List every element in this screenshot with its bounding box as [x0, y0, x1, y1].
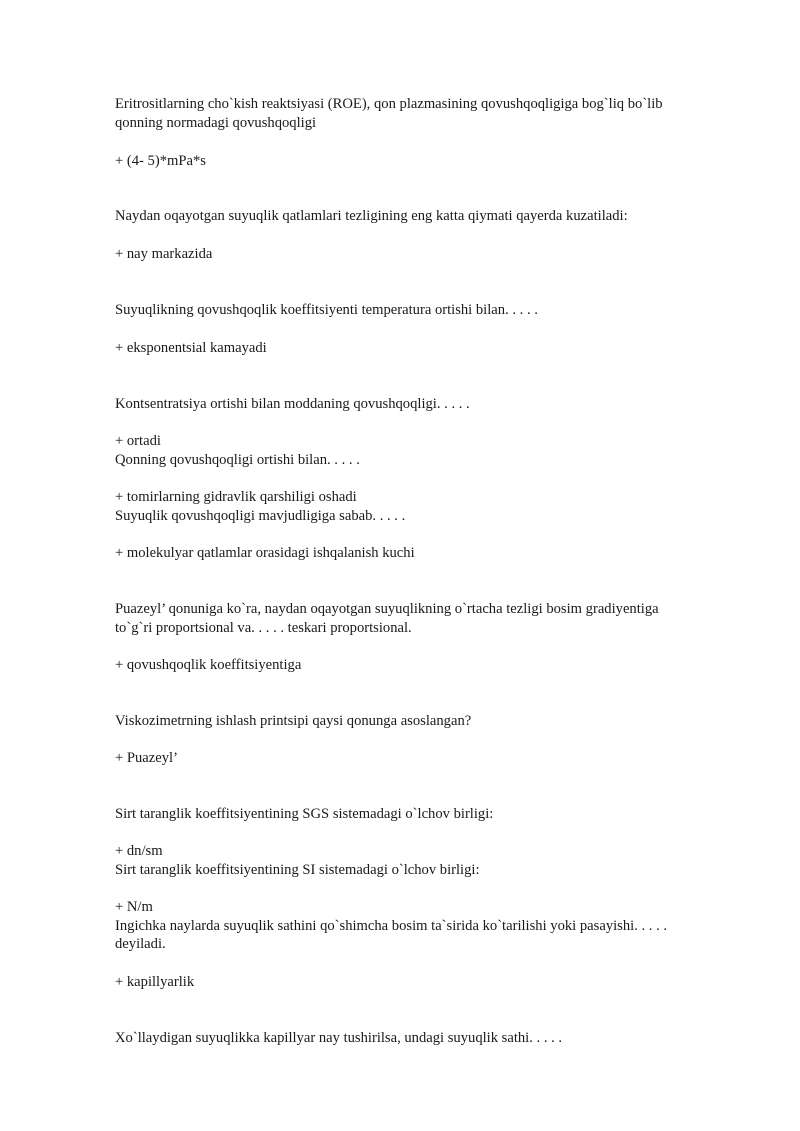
answer-text: + qovushqoqlik koeffitsiyentiga: [115, 657, 302, 673]
answer-text: + N/m: [115, 899, 153, 915]
question-text: Puazeyl’ qonuniga ko`ra, naydan oqayotgan suyuqlikning o`rtacha tezligi bosim gradiyentiga: [115, 601, 659, 617]
question-text: Suyuqlik qovushqoqligi mavjudligiga sabab. . . . .: [115, 508, 406, 524]
answer-text: + dn/sm: [115, 843, 163, 859]
answer-text: + tomirlarning gidravlik qarshiligi oshadi: [115, 489, 357, 505]
answer-text: + (4- 5)*mPa*s: [115, 153, 206, 169]
answer-text: + Puazeyl’: [115, 750, 178, 766]
answer-text: + molekulyar qatlamlar orasidagi ishqalanish kuchi: [115, 545, 415, 561]
question-text: Xo`llaydigan suyuqlikka kapillyar nay tushirilsa, undagi suyuqlik sathi. . . . .: [115, 1030, 563, 1046]
answer-text: + ortadi: [115, 433, 161, 449]
question-text: to`g`ri proportsional va. . . . . teskari proportsional.: [115, 620, 412, 636]
question-text: Viskozimetrning ishlash printsipi qaysi qonunga asoslangan?: [115, 713, 472, 729]
question-text: Naydan oqayotgan suyuqlik qatlamlari tezligining eng katta qiymati qayerda kuzatiladi:: [115, 208, 628, 224]
answer-text: + kapillyarlik: [115, 974, 195, 990]
question-text: Qonning qovushqoqligi ortishi bilan. . . . .: [115, 452, 360, 468]
question-text: Ingichka naylarda suyuqlik sathini qo`shimcha bosim ta`sirida ko`tarilishi yoki pasayishi. . . . .: [115, 918, 668, 934]
question-text: Kontsentratsiya ortishi bilan moddaning qovushqoqligi. . . . .: [115, 396, 470, 412]
question-text: Suyuqlikning qovushqoqlik koeffitsiyenti temperatura ortishi bilan. . . . .: [115, 302, 538, 318]
answer-text: + nay markazida: [115, 246, 213, 262]
answer-text: + eksponentsial kamayadi: [115, 340, 267, 356]
question-text: Sirt taranglik koeffitsiyentining SGS sistemadagi o`lchov birligi:: [115, 806, 494, 822]
question-text: qonning normadagi qovushqoqligi: [115, 115, 317, 131]
question-text: Eritrositlarning cho`kish reaktsiyasi (ROE), qon plazmasining qovushqoqligiga bog`liq bo`lib: [115, 96, 663, 112]
question-text: Sirt taranglik koeffitsiyentining SI sistemadagi o`lchov birligi:: [115, 862, 480, 878]
question-text: deyiladi.: [115, 936, 166, 952]
